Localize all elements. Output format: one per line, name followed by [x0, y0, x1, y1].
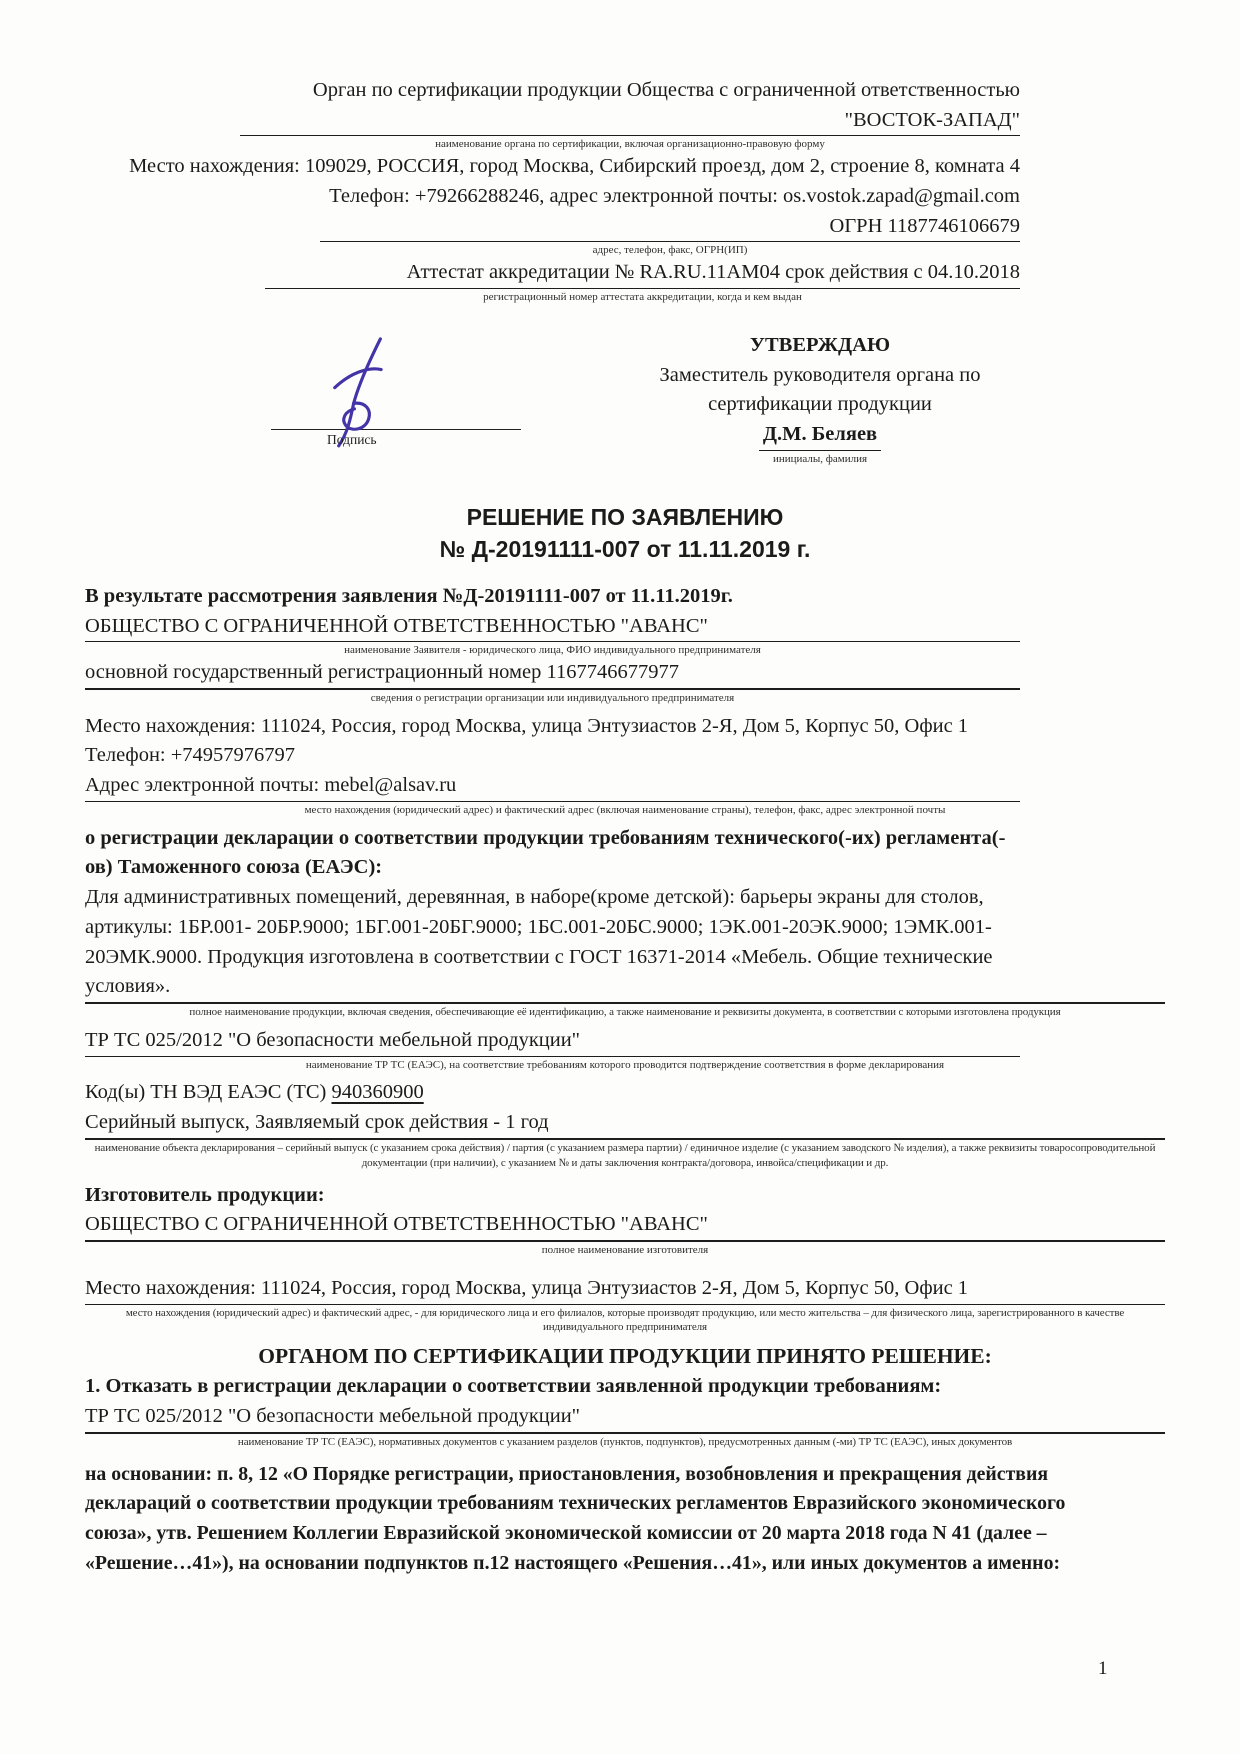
tr-ts-caption: наименование ТР ТС (ЕАЭС), на соответствие требованиям которого проводится подтверждение соответствия в форме декларирования	[305, 1058, 945, 1071]
title-line1: РЕШЕНИЕ ПО ЗАЯВЛЕНИЮ	[466, 503, 784, 530]
decision-tr-ts-caption: наименование ТР ТС (ЕАЭС), нормативных документов с указанием разделов (пунктов, подпунктов), предусмотренных данным (-ми) ТР ТС (ЕАЭС), иных документов	[237, 1435, 1013, 1448]
intro-line: В результате рассмотрения заявления №Д-20191111-007 от 11.11.2019г.	[85, 584, 733, 607]
approval-block	[85, 331, 1020, 467]
page-number: 1	[1098, 1658, 1108, 1679]
document-title	[85, 501, 1165, 566]
signature-block	[271, 331, 521, 467]
cert-body-header	[85, 76, 1020, 305]
serial-line: Серийный выпуск, Заявляемый срок действия - 1 год	[85, 1111, 549, 1134]
manufacturer-heading: Изготовитель продукции:	[85, 1183, 325, 1206]
tr-ts-line: ТР ТС 025/2012 "О безопасности мебельной продукции"	[85, 1028, 581, 1051]
org-contacts-caption: адрес, телефон, факс, ОГРН(ИП)	[592, 244, 748, 257]
registration-heading: о регистрации декларации о соответствии продукции требованиям технического(-их) регламента(-ов) Таможенного союза (ЕАЭС):	[85, 826, 1006, 879]
org-phone-email: Телефон: +79266288246, адрес электронной почты: os.vostok.zapad@gmail.com	[329, 185, 1020, 207]
applicant-ogrn: основной государственный регистрационный номер 1167746677977	[85, 661, 679, 684]
org-attestation: Аттестат аккредитации № RA.RU.11AM04 срок действия с 04.10.2018	[406, 261, 1020, 284]
applicant-address: Место нахождения: 111024, Россия, город Москва, улица Энтузиастов 2-Я, Дом 5, Корпус 50, Офис 1	[85, 714, 969, 737]
org-address: Место нахождения: 109029, РОССИЯ, город Москва, Сибирский проезд, дом 2, строение 8, комната 4	[129, 155, 1020, 178]
tn-ved-line	[85, 1078, 1020, 1108]
org-name-caption: наименование органа по сертификации, включая организационно-правовую форму	[435, 138, 825, 151]
applicant-name: ОБЩЕСТВО С ОГРАНИЧЕННОЙ ОТВЕТСТВЕННОСТЬЮ "АВАНС"	[85, 614, 708, 637]
org-name-line1: Орган по сертификации продукции Общества с ограниченной ответственностью	[312, 79, 1020, 101]
decision-item1: 1. Отказать в регистрации декларации о соответствии заявленной продукции требованиям:	[85, 1375, 942, 1398]
applicant-caption: наименование Заявителя - юридического лица, ФИО индивидуального предпринимателя	[344, 644, 761, 657]
manufacturer-caption: полное наименование изготовителя	[541, 1244, 709, 1256]
title-line2: № Д-20191111-007 от 11.11.2019 г.	[439, 536, 811, 563]
tn-ved-label: Код(ы) ТН ВЭД ЕАЭС (ТС)	[85, 1081, 332, 1104]
approver-name: Д.М. Беляев	[759, 420, 881, 451]
applicant-phone: Телефон: +74957976797	[85, 744, 296, 767]
approve-label: УТВЕРЖДАЮ	[749, 333, 891, 356]
approver-block	[620, 331, 1020, 467]
applicant-email: Адрес электронной почты: mebel@alsav.ru	[85, 774, 457, 797]
serial-caption: наименование объекта декларирования – серийный выпуск (с указанием срока действия) / партия (с указанием размера партии) / единичное изделие (с указанием заводского № изделия), а также реквизиты товаросопроводительной документации (при наличии), с указанием № и даты заключения контракта/договора, инвойса/спецификации и др.	[94, 1141, 1156, 1169]
decision-heading: ОРГАНОМ ПО СЕРТИФИКАЦИИ ПРОДУКЦИИ ПРИНЯТО РЕШЕНИЕ:	[258, 1344, 992, 1369]
decision-basis: на основании: п. 8, 12 «О Порядке регистрации, приостановления, возобновления и прекращения действия деклараций о соответствии продукции требованиям технических регламентов Евразийского экономического союза», утв. Решением Коллегии Евразийской экономической комиссии от 20 марта 2018 года N 41 (далее – «Решение…41»), на основании подпунктов п.12 настоящего «Решения…41», или иных документов а именно:	[85, 1462, 1066, 1574]
applicant-ogrn-caption: сведения о регистрации организации или индивидуального предпринимателя	[370, 691, 735, 704]
approver-name-caption: инициалы, фамилия	[772, 452, 868, 465]
applicant-address-caption: место нахождения (юридический адрес) и фактический адрес (включая наименование страны), телефон, факс, адрес электронной почты	[304, 803, 946, 816]
product-description: Для административных помещений, деревянная, в наборе(кроме детской): барьеры экраны для столов, артикулы: 1БР.001- 20БР.9000; 1БГ.001-20БГ.9000; 1БС.001-20БС.9000; 1ЭК.001-20ЭК.9000; 1ЭМК.001-20ЭМК.9000. Продукция изготовлена в соответствии с ГОСТ 16371-2014 «Мебель. Общие технические условия».	[85, 886, 993, 998]
manufacturer-name: ОБЩЕСТВО С ОГРАНИЧЕННОЙ ОТВЕТСТВЕННОСТЬЮ "АВАНС"	[85, 1213, 708, 1236]
org-ogrn: ОГРН 1187746106679	[829, 214, 1020, 237]
manufacturer-address: Место нахождения: 111024, Россия, город Москва, улица Энтузиастов 2-Я, Дом 5, Корпус 50, Офис 1	[85, 1276, 969, 1299]
tn-ved-code: 940360900	[331, 1081, 424, 1104]
product-caption: полное наименование продукции, включая сведения, обеспечивающие её идентификацию, а также наименование и реквизиты документа, в соответствии с которыми изготовлена продукция	[189, 1006, 1061, 1019]
manufacturer-address-caption: место нахождения (юридический адрес) и фактический адрес, - для юридического лица и его филиалов, которые производят продукцию, или место жительства – для физического лица, зарегистрированного в качестве индивидуального предпринимателя	[125, 1306, 1125, 1334]
org-attestation-caption: регистрационный номер аттестата аккредитации, когда и кем выдан	[483, 291, 802, 303]
org-name-line2: "ВОСТОК-ЗАПАД"	[844, 108, 1020, 131]
approver-title: Заместитель руководителя органа по сертификации продукции	[659, 363, 981, 416]
signature-caption: Подпись	[327, 431, 377, 447]
decision-tr-ts: ТР ТС 025/2012 "О безопасности мебельной продукции"	[85, 1405, 581, 1428]
